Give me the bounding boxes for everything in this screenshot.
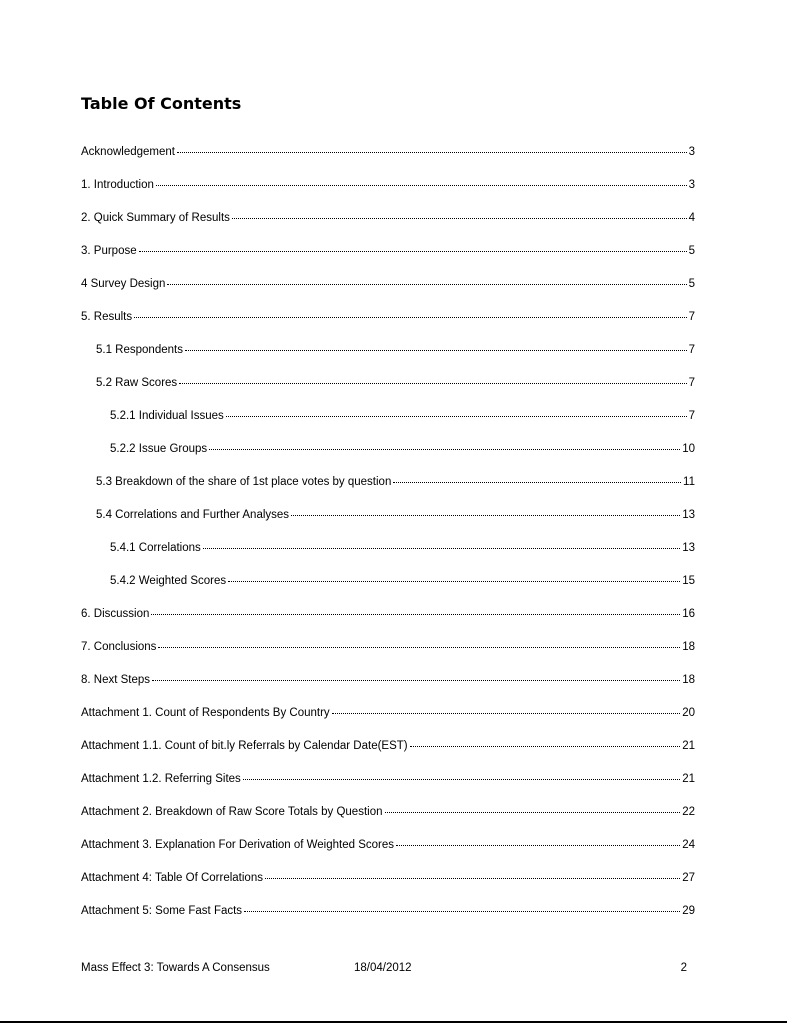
toc-entry-page: 16 [682,608,695,620]
toc-entry-label: 8. Next Steps [81,674,151,686]
toc-entry-label: Attachment 3. Explanation For Derivation of Weighted Scores [81,839,395,851]
table-of-contents [81,146,695,938]
toc-entry-page: 22 [682,806,695,818]
toc-entry-label: 1. Introduction [81,179,154,191]
toc-entry-page: 5 [688,278,695,290]
toc-entry-label: 3. Purpose [81,245,137,257]
toc-entry-page: 5 [688,245,695,257]
toc-entry[interactable] [81,146,695,179]
toc-dot-leader [139,251,687,252]
toc-entry-page: 13 [682,509,695,521]
toc-entry-page: 29 [682,905,695,917]
toc-entry-page: 7 [688,377,695,389]
toc-entry-page: 7 [688,410,695,422]
toc-dot-leader [228,581,680,582]
toc-entry-label: 5.4 Correlations and Further Analyses [96,509,290,521]
toc-dot-leader [156,185,687,186]
toc-entry-label: 7. Conclusions [81,641,157,653]
toc-entry-page: 7 [688,311,695,323]
toc-dot-leader [226,416,687,417]
toc-entry[interactable] [81,245,695,278]
toc-entry-page: 21 [682,740,695,752]
toc-entry-label: 5.1 Respondents [96,344,183,356]
toc-dot-leader [158,647,680,648]
toc-entry-label: 6. Discussion [81,608,150,620]
toc-dot-leader [393,482,681,483]
footer-document-title: Mass Effect 3: Towards A Consensus [81,962,270,974]
toc-entry-label: 5. Results [81,311,133,323]
toc-entry[interactable] [81,707,695,740]
toc-dot-leader [244,911,680,912]
toc-entry-label: Attachment 2. Breakdown of Raw Score Totals by Question [81,806,383,818]
toc-entry-label: 5.2.2 Issue Groups [110,443,208,455]
toc-dot-leader [185,350,687,351]
toc-entry-page: 7 [688,344,695,356]
page-footer [81,962,695,978]
toc-dot-leader [209,449,680,450]
toc-entry-label: Attachment 5: Some Fast Facts [81,905,243,917]
toc-dot-leader [152,680,680,681]
toc-dot-leader [385,812,681,813]
toc-dot-leader [179,383,686,384]
toc-entry[interactable] [81,641,695,674]
toc-entry[interactable] [81,344,695,377]
toc-entry[interactable] [81,278,695,311]
toc-entry[interactable] [81,212,695,245]
toc-entry-label: Acknowledgement [81,146,175,158]
toc-entry-label: Attachment 4: Table Of Correlations [81,872,263,884]
toc-entry-page: 27 [682,872,695,884]
toc-entry-label: 5.2 Raw Scores [96,377,178,389]
toc-entry[interactable] [81,575,695,608]
toc-entry[interactable] [81,443,695,476]
toc-dot-leader [167,284,686,285]
toc-entry[interactable] [81,905,695,938]
toc-entry-page: 3 [688,179,695,191]
toc-entry-label: 5.4.1 Correlations [110,542,201,554]
footer-page-number: 2 [680,962,687,974]
toc-entry-label: 5.2.1 Individual Issues [110,410,224,422]
toc-entry-page: 24 [682,839,695,851]
toc-entry[interactable] [81,509,695,542]
toc-dot-leader [291,515,680,516]
toc-dot-leader [134,317,686,318]
toc-dot-leader [177,152,687,153]
toc-dot-leader [151,614,680,615]
toc-entry[interactable] [81,872,695,905]
toc-entry[interactable] [81,806,695,839]
toc-entry-page: 13 [682,542,695,554]
toc-entry-label: 5.3 Breakdown of the share of 1st place votes by question [96,476,392,488]
toc-entry[interactable] [81,740,695,773]
footer-date: 18/04/2012 [354,962,412,974]
toc-entry[interactable] [81,476,695,509]
toc-entry-page: 3 [688,146,695,158]
toc-entry[interactable] [81,773,695,806]
toc-dot-leader [265,878,680,879]
toc-entry-page: 18 [682,674,695,686]
toc-dot-leader [232,218,687,219]
toc-entry-page: 4 [688,212,695,224]
toc-entry[interactable] [81,608,695,641]
toc-entry-label: 5.4.2 Weighted Scores [110,575,227,587]
toc-entry[interactable] [81,542,695,575]
toc-entry[interactable] [81,674,695,707]
toc-entry-page: 18 [682,641,695,653]
toc-entry[interactable] [81,311,695,344]
toc-entry[interactable] [81,179,695,212]
toc-dot-leader [243,779,680,780]
toc-entry-label: Attachment 1. Count of Respondents By Country [81,707,330,719]
toc-entry-page: 21 [682,773,695,785]
toc-entry-page: 15 [682,575,695,587]
toc-entry-page: 10 [682,443,695,455]
toc-dot-leader [332,713,681,714]
toc-entry[interactable] [81,839,695,872]
toc-entry-label: Attachment 1.2. Referring Sites [81,773,241,785]
toc-entry-page: 20 [682,707,695,719]
toc-entry-label: Attachment 1.1. Count of bit.ly Referrals by Calendar Date(EST) [81,740,408,752]
toc-entry-label: 4 Survey Design [81,278,166,290]
toc-entry-page: 11 [683,476,695,488]
toc-entry-label: 2. Quick Summary of Results [81,212,230,224]
toc-entry[interactable] [81,410,695,443]
toc-dot-leader [203,548,680,549]
toc-dot-leader [410,746,681,747]
toc-dot-leader [396,845,680,846]
toc-title: Table Of Contents [81,94,242,113]
toc-entry[interactable] [81,377,695,410]
